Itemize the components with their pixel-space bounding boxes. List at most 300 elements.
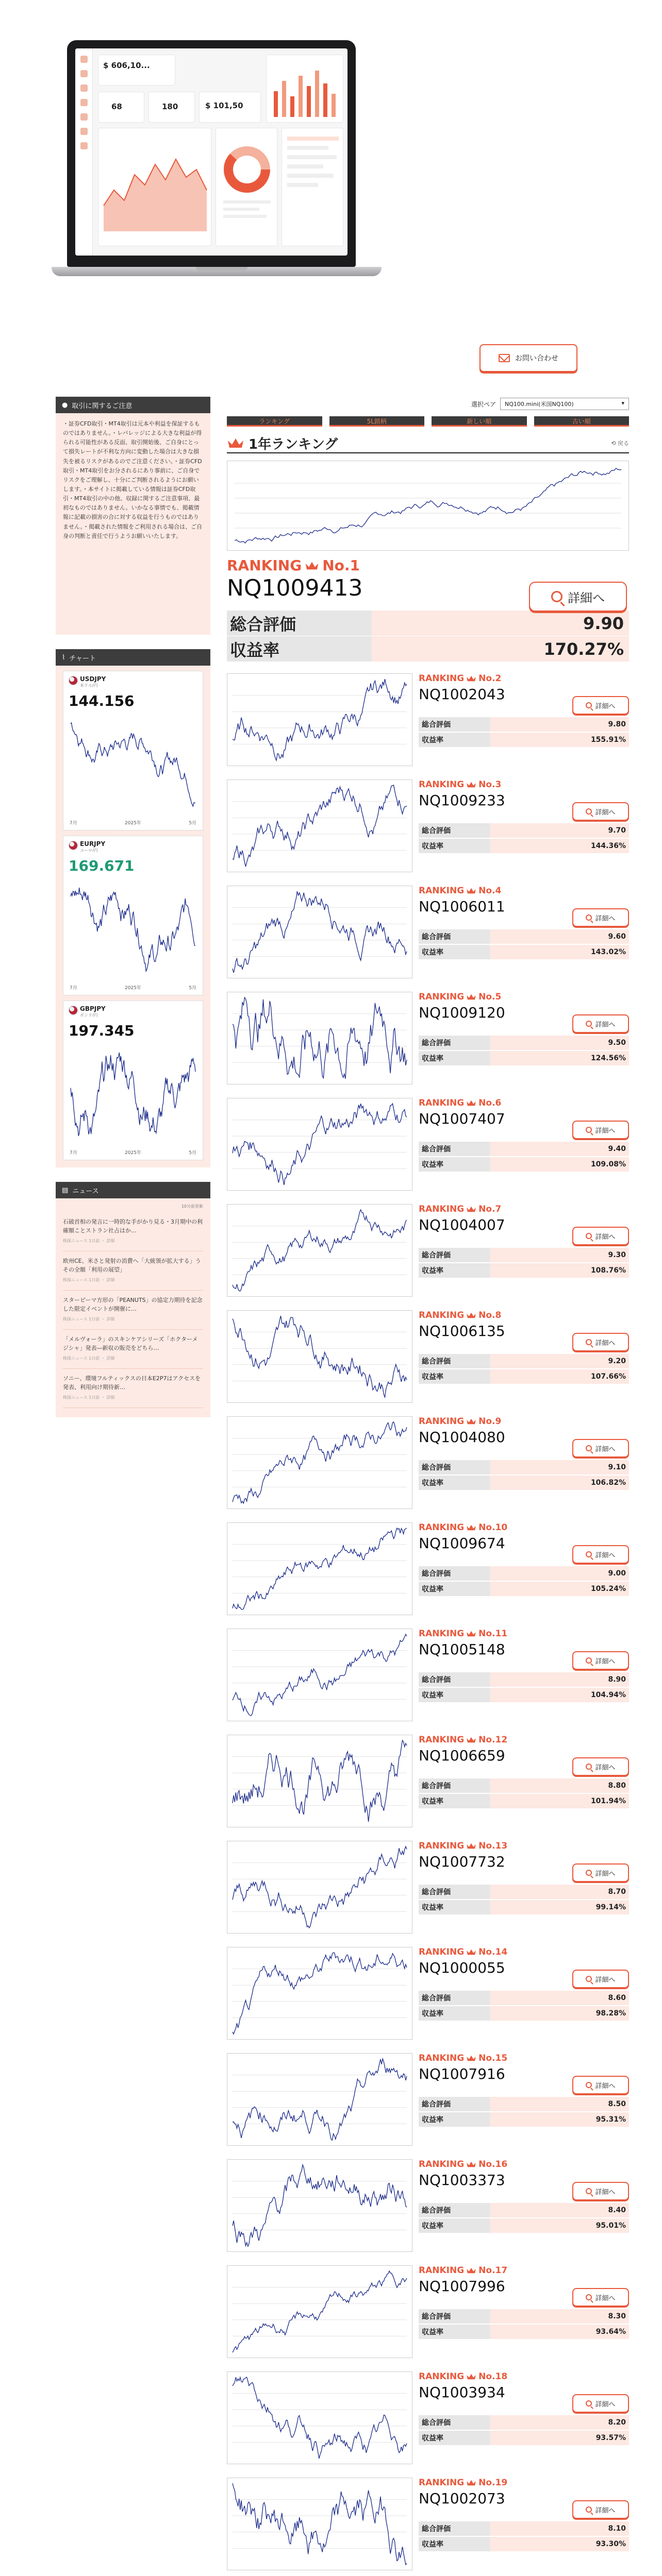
- news-item[interactable]: [63, 1369, 203, 1408]
- detail-button[interactable]: [572, 908, 629, 927]
- ranking-chart: [227, 992, 412, 1084]
- score-label: 総合評価: [422, 1251, 451, 1260]
- top-score-row: [227, 611, 629, 636]
- return-value: 170.27%: [543, 639, 624, 659]
- ranking-row: [227, 1735, 629, 1832]
- ranking-code: NQ1004007: [419, 1216, 505, 1233]
- equity-line: [233, 2483, 407, 2565]
- news-box: [56, 1198, 210, 1417]
- return-value: 106.82%: [590, 1479, 626, 1487]
- rank-prefix: RANKING: [419, 2371, 465, 2382]
- ranking-row: [227, 1947, 629, 2044]
- x-tick-label: 2025年: [125, 986, 141, 991]
- news-title: ニュース: [72, 1187, 99, 1195]
- return-value: 104.94%: [590, 1691, 626, 1699]
- crown-icon: [466, 2161, 476, 2168]
- ranking-label: [419, 2371, 629, 2382]
- search-icon: [586, 2188, 592, 2194]
- pair-price: 144.156: [69, 692, 135, 709]
- detail-label: 詳細へ: [595, 2188, 616, 2196]
- tab-5l[interactable]: 5L銘柄: [329, 416, 425, 427]
- x-tick-label: 5月: [189, 1150, 196, 1156]
- news-text: ソニー、環境フルティックスの日本E2P7はアクセスを発表、利用向け期待新…: [63, 1375, 201, 1391]
- crown-icon: [466, 1418, 476, 1425]
- rank-number: No.5: [478, 992, 502, 1002]
- detail-button[interactable]: [572, 1757, 629, 1776]
- ranking-chart: [227, 2265, 412, 2358]
- ranking-stats: [419, 1566, 629, 1596]
- news-meta: 株探ニュース 1日前 ・ 詳細: [63, 1278, 115, 1283]
- top-stats: [227, 611, 629, 662]
- detail-button[interactable]: [572, 1545, 629, 1564]
- tab-oldest[interactable]: 古い順: [534, 416, 630, 427]
- return-value: 143.02%: [590, 948, 626, 956]
- flag-icon: [69, 1006, 78, 1015]
- equity-line: [71, 888, 195, 971]
- pair-sub: 米ドル/円: [80, 683, 98, 688]
- score-label: 総合評価: [422, 933, 451, 941]
- news-meta: 株探ニュース 1日前 ・ 詳細: [63, 1239, 115, 1244]
- pair-select[interactable]: [500, 398, 629, 410]
- return-row: [419, 1900, 629, 1914]
- score-value: 8.20: [608, 2418, 626, 2427]
- ranking-label: [419, 2478, 629, 2488]
- crown-icon: [466, 1206, 476, 1213]
- detail-label: 詳細へ: [595, 1339, 616, 1347]
- rank-prefix: RANKING: [419, 779, 465, 790]
- return-label: 収益率: [422, 1373, 443, 1381]
- pair-select-value: NQ100.mini(米国NQ100): [505, 401, 574, 408]
- flag-icon: [69, 841, 78, 850]
- pair-card[interactable]: [63, 1001, 203, 1160]
- top-detail-button[interactable]: [529, 582, 627, 612]
- detail-label: 詳細へ: [595, 2506, 616, 2515]
- search-icon: [586, 2294, 592, 2300]
- ranking-label: [419, 2265, 629, 2276]
- detail-label: 詳細へ: [595, 1764, 616, 1772]
- return-label: 収益率: [422, 736, 443, 744]
- return-value: 95.01%: [595, 2222, 626, 2230]
- crown-icon: [305, 561, 319, 571]
- detail-label: 詳細へ: [595, 1233, 616, 1241]
- score-value: 9.00: [608, 1569, 626, 1578]
- ranking-equity-chart: [227, 2266, 412, 2358]
- ranking-info: [412, 992, 629, 1089]
- ranking-stats: [419, 1354, 629, 1384]
- rank-number: No.2: [478, 673, 502, 684]
- return-label: 収益率: [422, 2434, 443, 2443]
- laptop-illustration: [57, 40, 376, 308]
- rank-prefix: RANKING: [419, 992, 465, 1002]
- score-label: 総合評価: [422, 1994, 451, 2003]
- ranking-label: [419, 1629, 629, 1639]
- score-value: 9.70: [608, 826, 626, 835]
- detail-button[interactable]: [572, 2394, 629, 2413]
- score-label: 総合評価: [422, 2100, 451, 2109]
- ranking-label: [419, 1098, 629, 1108]
- return-row: [419, 1476, 629, 1490]
- return-label: 収益率: [422, 1479, 443, 1487]
- equity-line: [233, 997, 407, 1079]
- return-label: 収益率: [422, 948, 443, 957]
- ranking-row: [227, 2478, 629, 2574]
- ranking-info: [412, 2159, 629, 2256]
- ranking-label: [419, 2159, 629, 2170]
- crown-icon: [466, 2479, 476, 2486]
- equity-line: [233, 1316, 407, 1397]
- pair-name: USDJPY: [80, 675, 106, 683]
- search-icon: [586, 1233, 592, 1239]
- mockup-area-card: [98, 128, 211, 246]
- pair-selector-row: [227, 397, 629, 411]
- news-meta: 株探ニュース 1日前 ・ 詳細: [63, 1317, 115, 1322]
- notice-box: [56, 413, 210, 635]
- detail-label: 詳細へ: [595, 1445, 616, 1453]
- detail-label: 詳細へ: [595, 808, 616, 817]
- ranking-info: [412, 1098, 629, 1195]
- equity-line: [235, 468, 621, 543]
- mockup-list-card: [282, 128, 343, 246]
- detail-label: 詳細へ: [595, 1657, 616, 1666]
- ranking-label: [419, 1841, 629, 1851]
- return-value: 93.30%: [595, 2540, 626, 2548]
- detail-button[interactable]: [572, 1439, 629, 1458]
- pair-chart: [69, 886, 197, 973]
- ranking-row: [227, 1310, 629, 1407]
- mockup-donut: [216, 128, 278, 247]
- ranking-row: [227, 2265, 629, 2362]
- ranking-equity-chart: [227, 1311, 412, 1402]
- return-label: 収益率: [422, 1904, 443, 1912]
- ranking-code: NQ1009120: [419, 1004, 505, 1021]
- detail-button[interactable]: [572, 1970, 629, 1988]
- ranking-code: NQ1002073: [419, 2490, 505, 2507]
- score-row: [419, 1672, 629, 1687]
- equity-line: [233, 785, 407, 867]
- top-equity-chart: [227, 461, 629, 551]
- return-row: [419, 733, 629, 747]
- score-label: 総合評価: [422, 1782, 451, 1790]
- ranking-code: NQ1004080: [419, 1429, 505, 1446]
- search-icon: [586, 1764, 592, 1770]
- tab-newest[interactable]: 新しい順: [432, 416, 527, 427]
- equity-line: [71, 723, 195, 806]
- ranking-info: [412, 673, 629, 770]
- search-icon: [586, 2400, 592, 2406]
- ranking-stats: [419, 2097, 629, 2127]
- detail-button[interactable]: [572, 1863, 629, 1882]
- x-tick-label: 7月: [70, 1150, 77, 1156]
- rank-prefix: RANKING: [419, 1522, 465, 1533]
- rank-number: No.9: [478, 1416, 502, 1427]
- return-label: 収益率: [422, 2328, 443, 2336]
- detail-button[interactable]: [572, 2500, 629, 2519]
- crown-icon: [466, 1842, 476, 1850]
- detail-button[interactable]: [572, 1333, 629, 1351]
- ranking-stats: [419, 2203, 629, 2233]
- ranking-code: NQ1006011: [419, 898, 505, 915]
- ranking-row: [227, 1629, 629, 1725]
- detail-label: 詳細へ: [595, 702, 616, 710]
- rank-number: No.7: [478, 1204, 502, 1214]
- return-row: [419, 1157, 629, 1172]
- tab-ranking[interactable]: ランキング: [227, 416, 322, 427]
- score-row: [419, 1885, 629, 1899]
- return-row: [419, 2537, 629, 2551]
- score-label: 総合評価: [422, 1039, 451, 1047]
- pair-card[interactable]: [63, 836, 203, 995]
- ranking-code: NQ1007407: [419, 1110, 505, 1127]
- ranking-equity-chart: [227, 2054, 412, 2145]
- rank-number: No.17: [478, 2265, 508, 2276]
- crown-icon: [466, 1312, 476, 1319]
- ranking-stats: [419, 1885, 629, 1914]
- crown-icon: [466, 1948, 476, 1956]
- x-tick-label: 5月: [189, 821, 196, 826]
- return-value: 99.14%: [595, 1903, 626, 1911]
- equity-line: [233, 1846, 407, 1928]
- dashboard-mockup: [75, 48, 347, 256]
- top-rank-label: [227, 557, 629, 574]
- ranking-row: [227, 886, 629, 982]
- ranking-chart: [227, 1735, 412, 1827]
- equity-line: [233, 1210, 407, 1291]
- score-label: 総合評価: [422, 2207, 451, 2215]
- return-label: 収益率: [422, 1161, 443, 1169]
- news-item[interactable]: [63, 1330, 203, 1369]
- ranking-stats: [419, 1460, 629, 1490]
- ranking-row: [227, 1841, 629, 1938]
- ranking-label: [419, 779, 629, 790]
- back-label: 戻る: [618, 440, 629, 447]
- mockup-donut-card: [216, 128, 277, 246]
- laptop-screen-frame: [67, 40, 356, 267]
- return-row: [419, 2431, 629, 2445]
- return-value: 105.24%: [590, 1585, 626, 1593]
- return-row: [419, 1369, 629, 1384]
- news-item[interactable]: [63, 1212, 203, 1251]
- detail-button[interactable]: [572, 2182, 629, 2200]
- return-label: 収益率: [422, 1798, 443, 1806]
- search-icon: [586, 1976, 592, 1982]
- return-row: [419, 1794, 629, 1808]
- news-header: [56, 1182, 210, 1198]
- ranking-info: [412, 2265, 629, 2362]
- score-label: 総合評価: [422, 1676, 451, 1684]
- crown-icon: [466, 1630, 476, 1637]
- ranking-info: [412, 2371, 629, 2468]
- back-link[interactable]: ⟲ 戻る: [611, 440, 629, 447]
- search-icon: [586, 702, 592, 708]
- crown-icon: [466, 2055, 476, 2062]
- score-value: 8.60: [608, 1994, 626, 2002]
- ranking-code: NQ1006135: [419, 1323, 505, 1340]
- score-value: 9.90: [583, 613, 624, 633]
- crown-icon: [466, 1524, 476, 1531]
- score-value: 8.40: [608, 2206, 626, 2214]
- flag-icon: [69, 676, 78, 685]
- ranking-code: NQ1005148: [419, 1641, 505, 1658]
- return-value: 124.56%: [590, 1054, 626, 1062]
- detail-button[interactable]: [572, 1121, 629, 1139]
- mockup-area-chart: [98, 128, 212, 247]
- ranking-label: [419, 992, 629, 1002]
- mockup-value: $ 101,50: [205, 101, 243, 110]
- ranking-row: [227, 2159, 629, 2256]
- ranking-stats: [419, 1991, 629, 2021]
- ranking-label: [419, 1204, 629, 1214]
- ranking-equity-chart: [227, 2478, 412, 2570]
- return-value: 109.08%: [590, 1160, 626, 1168]
- score-value: 8.80: [608, 1782, 626, 1790]
- score-value: 9.20: [608, 1357, 626, 1365]
- return-row: [419, 945, 629, 959]
- crown-icon: [466, 781, 476, 788]
- x-tick-label: 7月: [70, 821, 77, 826]
- hero-section: [0, 0, 662, 363]
- equity-line: [233, 2377, 407, 2459]
- score-value: 9.60: [608, 933, 626, 941]
- x-tick-label: 5月: [189, 986, 196, 991]
- rank-prefix: RANKING: [227, 557, 302, 574]
- score-value: 8.50: [608, 2100, 626, 2108]
- detail-label: 詳細へ: [595, 1127, 616, 1135]
- score-row: [419, 1354, 629, 1368]
- detail-button[interactable]: [572, 2288, 629, 2307]
- crown-icon: [466, 887, 476, 894]
- ranking-info: [412, 1947, 629, 2044]
- pair-name: GBPJPY: [80, 1005, 106, 1012]
- ranking-label: [419, 1310, 629, 1320]
- chart-icon: ⌇: [62, 653, 65, 662]
- chart-title: チャート: [69, 654, 96, 663]
- ranking-stats: [419, 823, 629, 853]
- rank-prefix: RANKING: [419, 1098, 465, 1108]
- equity-line: [233, 1740, 407, 1822]
- rank-number: No.14: [478, 1947, 508, 1957]
- ranking-chart: [227, 1416, 412, 1509]
- score-label: 総合評価: [422, 1358, 451, 1366]
- ranking-code: NQ1007732: [419, 1853, 505, 1870]
- pair-sub: ポンド/円: [80, 1013, 98, 1018]
- ranking-stats: [419, 929, 629, 959]
- rank-number: No.8: [478, 1310, 502, 1320]
- pair-x-axis: [63, 984, 203, 991]
- ranking-code: NQ1003934: [419, 2384, 505, 2401]
- mockup-bars: [267, 55, 344, 123]
- rank-prefix: RANKING: [419, 2159, 465, 2170]
- search-icon: [586, 1021, 592, 1027]
- crown-icon: [466, 2373, 476, 2380]
- score-value: 8.70: [608, 1888, 626, 1896]
- main-content: [227, 397, 629, 2576]
- rank-prefix: RANKING: [419, 2053, 465, 2063]
- news-item[interactable]: [63, 1291, 203, 1330]
- rank-number: No.15: [478, 2053, 508, 2063]
- return-label: 収益率: [422, 1585, 443, 1594]
- rank-prefix: RANKING: [419, 1841, 465, 1851]
- detail-button[interactable]: [572, 2076, 629, 2094]
- score-row: [419, 717, 629, 732]
- news-item[interactable]: [63, 1251, 203, 1291]
- return-label: 収益率: [422, 2540, 443, 2549]
- score-row: [419, 929, 629, 944]
- return-label: 収益率: [230, 640, 280, 660]
- ranking-label: [419, 886, 629, 896]
- rank-prefix: RANKING: [419, 1947, 465, 1957]
- score-row: [419, 2415, 629, 2430]
- ranking-row: [227, 2371, 629, 2468]
- ranking-chart: [227, 1310, 412, 1403]
- ranking-row: [227, 673, 629, 770]
- rank-prefix: RANKING: [419, 2265, 465, 2276]
- detail-label: 詳細へ: [595, 1551, 616, 1560]
- ranking-chart: [227, 2371, 412, 2464]
- detail-button[interactable]: [572, 802, 629, 821]
- ranking-equity-chart: [227, 1523, 412, 1615]
- ranking-label: [419, 1947, 629, 1957]
- notice-header: [56, 397, 210, 413]
- ranking-equity-chart: [227, 1841, 412, 1933]
- ranking-equity-chart: [227, 1417, 412, 1509]
- detail-button[interactable]: [572, 1014, 629, 1033]
- rank-prefix: RANKING: [419, 1204, 465, 1214]
- rank-number: No.4: [478, 886, 502, 896]
- score-row: [419, 2309, 629, 2324]
- rank-number: No.10: [478, 1522, 508, 1533]
- return-value: 107.66%: [590, 1372, 626, 1381]
- detail-label: 詳細へ: [595, 914, 616, 923]
- search-icon: [586, 2082, 592, 2088]
- pair-name: EURJPY: [80, 840, 106, 848]
- rank-number: No.18: [478, 2371, 508, 2382]
- return-label: 収益率: [422, 1055, 443, 1063]
- return-value: 108.76%: [590, 1266, 626, 1275]
- ranking-code: NQ1006659: [419, 1747, 505, 1764]
- x-tick-label: 2025年: [125, 1150, 141, 1156]
- top-detail-wrap: [529, 582, 627, 612]
- selector-label: 選択ペア: [471, 400, 496, 408]
- return-value: 93.57%: [595, 2434, 626, 2442]
- pair-price: 169.671: [69, 857, 135, 874]
- ranking-row: [227, 779, 629, 876]
- ranking-stats: [419, 2415, 629, 2445]
- ranking-chart: [227, 673, 412, 766]
- contact-button-label: お問い合わせ: [515, 354, 558, 363]
- pair-card[interactable]: [63, 671, 203, 831]
- detail-label: 詳細へ: [595, 1976, 616, 1984]
- detail-button[interactable]: [572, 1227, 629, 1245]
- ranking-equity-chart: [227, 1098, 412, 1190]
- score-label: 総合評価: [422, 1464, 451, 1472]
- ranking-chart: [227, 1098, 412, 1191]
- mockup-bar-card: [266, 55, 343, 123]
- chart-header: [56, 649, 210, 666]
- ranking-chart: [227, 1629, 412, 1721]
- x-tick-label: 7月: [70, 986, 77, 991]
- ranking-stats: [419, 2309, 629, 2339]
- ranking-stats: [419, 1672, 629, 1702]
- crown-icon: [466, 2267, 476, 2274]
- mockup-kpi: 180: [162, 102, 178, 111]
- contact-button[interactable]: [479, 344, 577, 372]
- ranking-list: [227, 673, 629, 2576]
- score-value: 8.30: [608, 2312, 626, 2320]
- detail-button[interactable]: [572, 696, 629, 715]
- chart-box: [56, 666, 210, 1167]
- detail-button[interactable]: [572, 1651, 629, 1670]
- detail-label: 詳細へ: [595, 2082, 616, 2090]
